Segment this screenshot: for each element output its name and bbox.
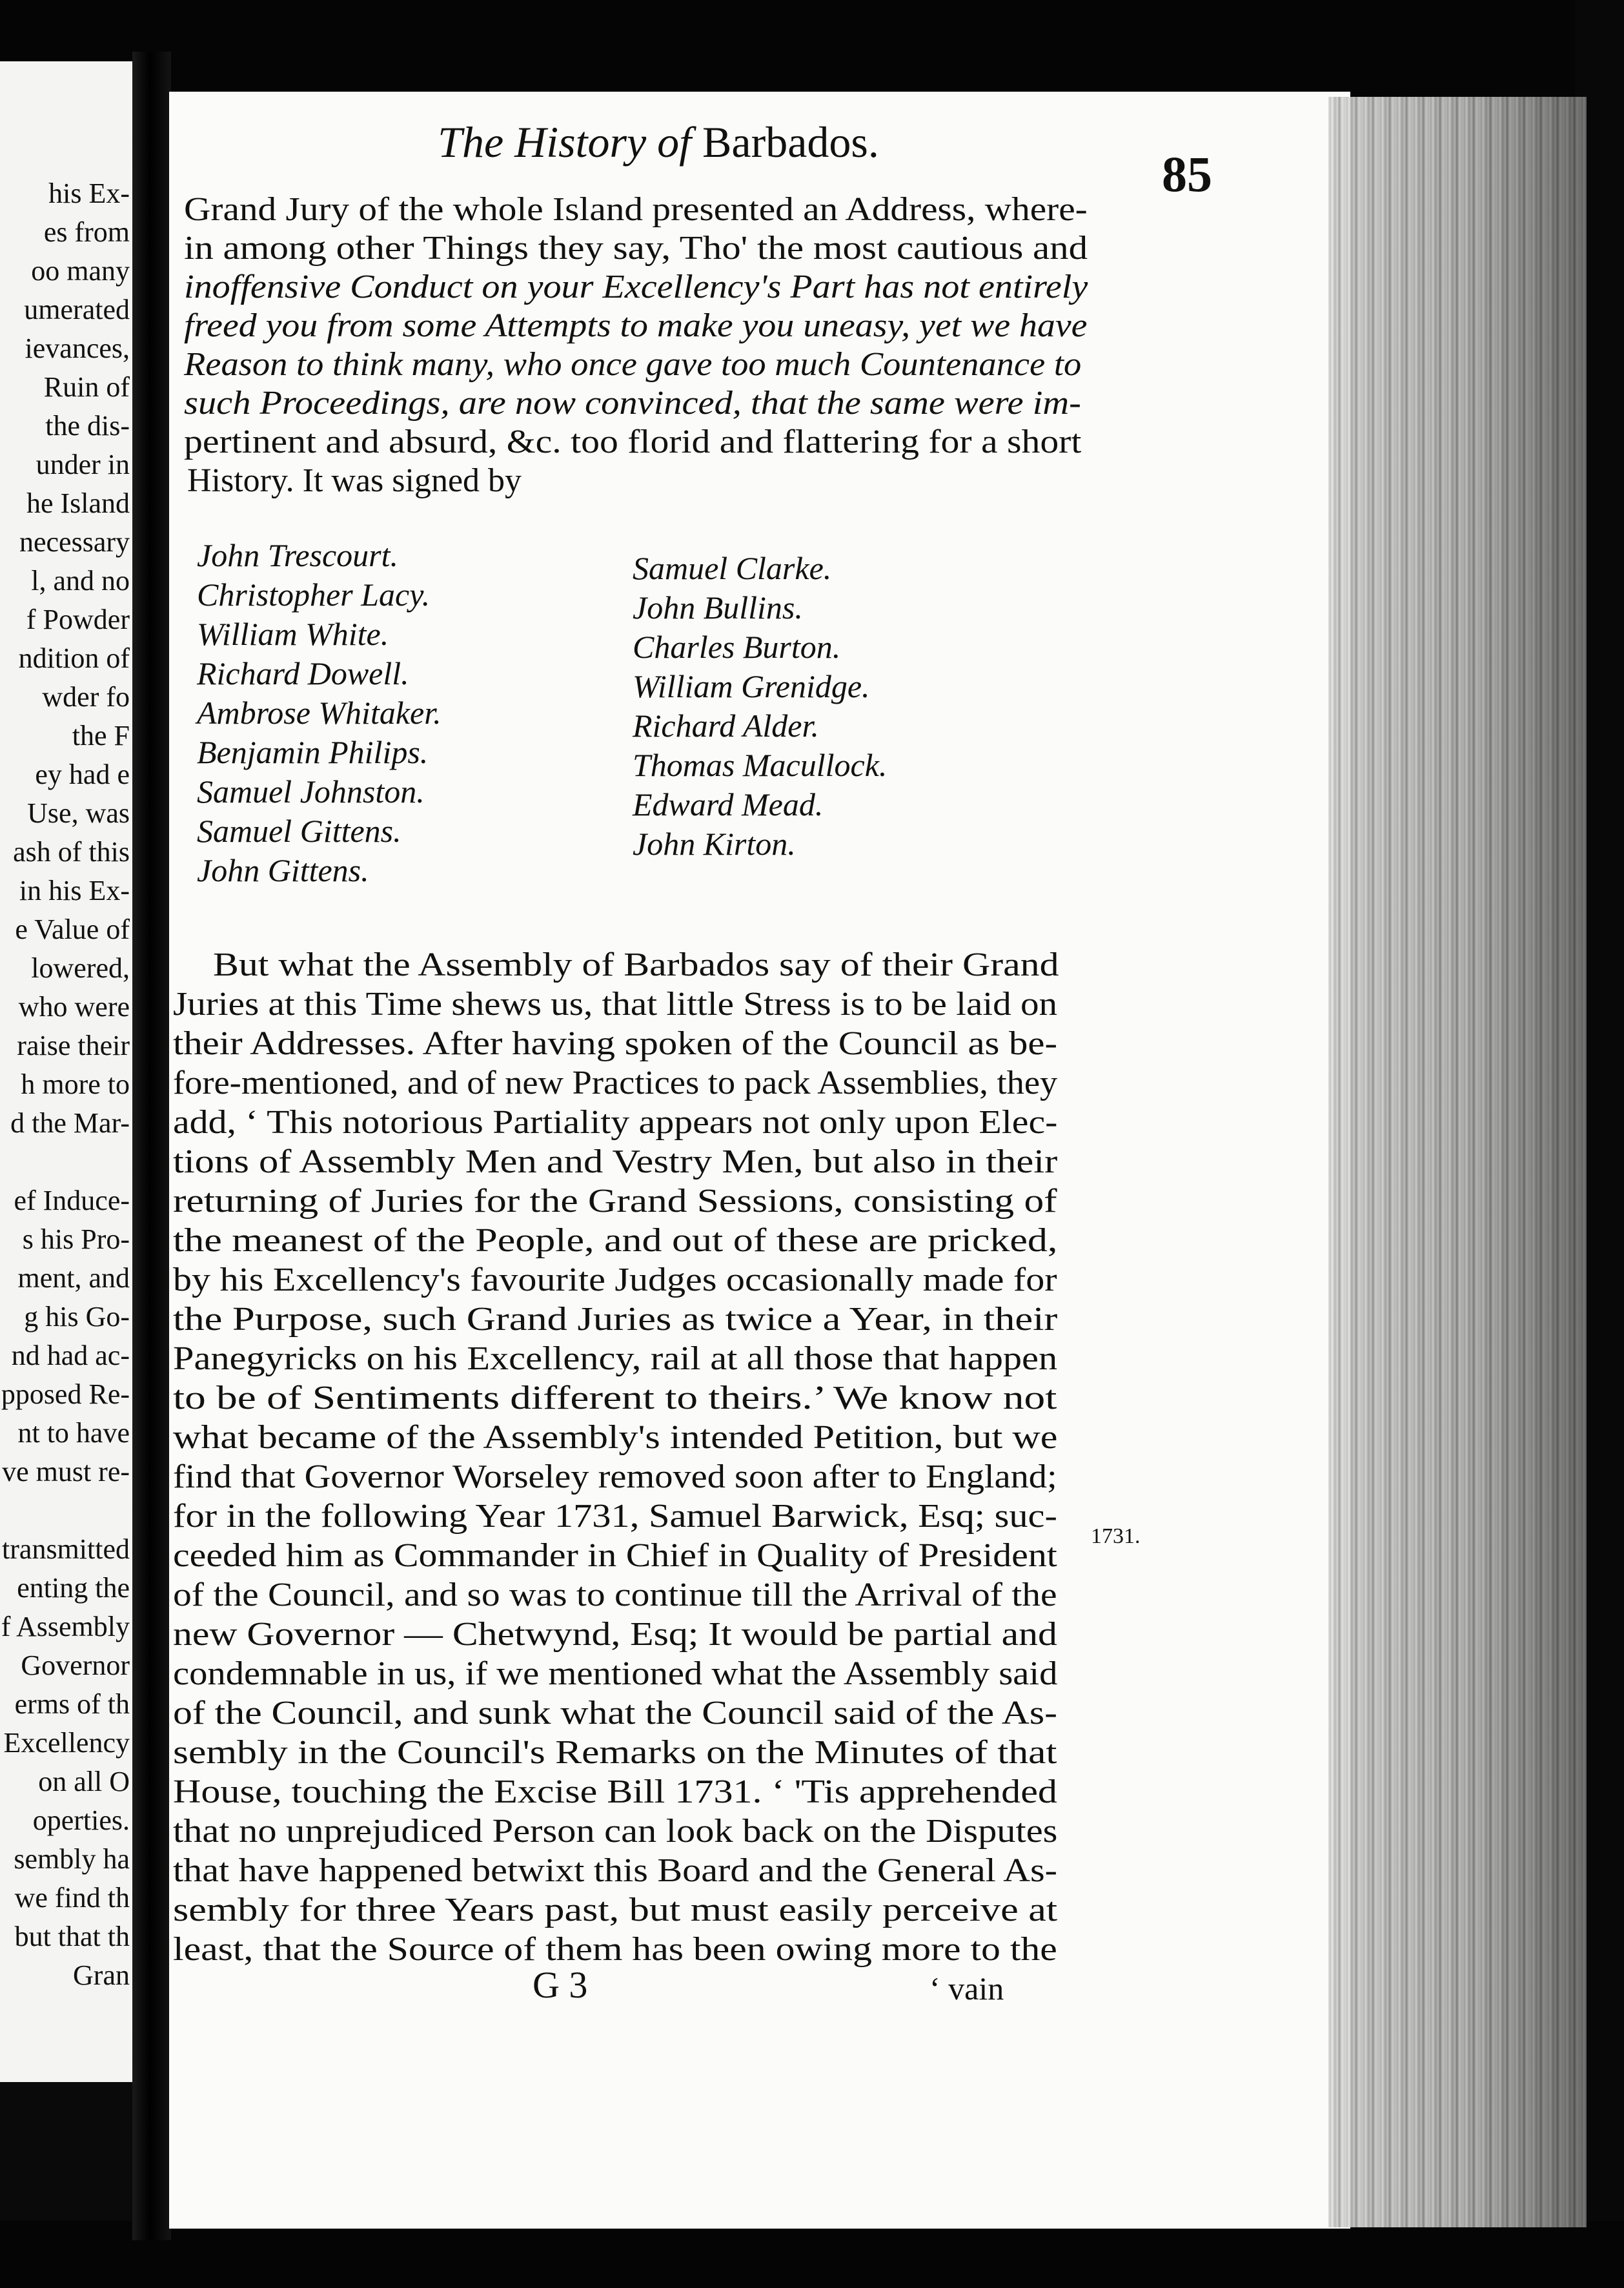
facing-page-line: pposed Re- (1, 1378, 130, 1410)
facing-page-line: in his Ex- (19, 875, 130, 906)
facing-page-line: enting the (17, 1572, 130, 1604)
facing-page-line (0, 1143, 130, 1181)
facing-page-fragment (0, 61, 132, 2082)
signatory-name: William Grenidge. (633, 668, 870, 704)
facing-page-line: nd had ac- (11, 1340, 130, 1371)
signatory-name: John Trescourt. (197, 537, 399, 573)
running-head (400, 116, 917, 168)
text-line: by his Excellency's favourite Judges occasionally made for (173, 1261, 1057, 1298)
facing-page-line: ef Induce- (14, 1185, 130, 1216)
text-line: But what the Assembly of Barbados say of their Grand (213, 946, 1059, 983)
text-line: Grand Jury of the whole Island presented an Address, where- (184, 191, 1088, 228)
text-line: returning of Juries for the Grand Sessions, consisting of (173, 1183, 1057, 1220)
text-line: of the Council, and so was to continue till the Arrival of the (173, 1577, 1057, 1613)
text-line: add, ‘ This notorious Partiality appears not only upon Elec- (173, 1104, 1058, 1141)
signatory-name: Charles Burton. (633, 629, 841, 665)
text-line: ceeded him as Commander in Chief in Quality of President (173, 1537, 1057, 1574)
facing-page-line: ievances, (25, 332, 130, 364)
signatory-name: Edward Mead. (633, 786, 824, 822)
signatory-name: Ambrose Whitaker. (197, 695, 442, 731)
text-line: fore-mentioned, and of new Practices to pack Assemblies, they (173, 1065, 1058, 1101)
facing-page-line: erms of th (14, 1688, 130, 1720)
facing-page-line: f Powder (26, 604, 130, 635)
facing-page-text (0, 174, 130, 1995)
facing-page-line: f Assembly (1, 1611, 130, 1642)
text-line: History. It was signed by (187, 462, 522, 499)
facing-page-line: g his Go- (24, 1301, 130, 1333)
facing-page-line: lowered, (31, 952, 130, 984)
facing-page-line: his Ex- (48, 178, 130, 209)
page-number: 85 (1162, 146, 1212, 202)
facing-page-line: ey had e (35, 759, 130, 790)
facing-page-line: Ruin of (43, 371, 130, 403)
signatory-name: Richard Dowell. (197, 655, 409, 691)
text-line: sembly in the Council's Remarks on the Minutes of that (173, 1734, 1057, 1771)
facing-page-line: Governor (21, 1650, 130, 1681)
facing-page-line: l, and no (31, 565, 130, 597)
facing-page-line: ment, and (17, 1262, 130, 1294)
facing-page-line (0, 1491, 130, 1530)
facing-page-line: h more to (21, 1068, 130, 1100)
facing-page-line: under in (36, 449, 130, 480)
signatory-name: Christopher Lacy. (197, 577, 431, 613)
signatory-name: John Gittens. (197, 852, 369, 888)
text-line: Panegyricks on his Excellency, rail at all those that happen (173, 1340, 1058, 1377)
text-line: new Governor — Chetwynd, Esq; It would be partial and (173, 1616, 1057, 1653)
text-line: pertinent and absurd, &c. too florid and flattering for a short (184, 424, 1082, 460)
facing-page-line: operties. (32, 1804, 130, 1836)
text-line: Reason to think many, who once gave too much Countenance to (184, 346, 1082, 383)
facing-page-line: ash of this (13, 836, 130, 868)
signatory-name: John Kirton. (633, 826, 796, 862)
facing-page-line: we find th (14, 1882, 130, 1914)
facing-page-line: es from (43, 216, 130, 248)
facing-page-line: transmitted (2, 1533, 130, 1565)
signatory-name: Samuel Johnston. (197, 773, 425, 810)
text-line: what became of the Assembly's intended Petition, but we (173, 1419, 1058, 1456)
text-line: find that Governor Worseley removed soon after to England; (173, 1458, 1057, 1495)
text-line: such Proceedings, are now convinced, that the same were im- (184, 385, 1081, 422)
facing-page-line: Use, was (27, 797, 130, 829)
text-line: freed you from some Attempts to make you uneasy, yet we have (184, 307, 1088, 344)
text-line: sembly for three Years past, but must easily perceive at (173, 1892, 1058, 1928)
running-head-italic: The History of (438, 117, 692, 167)
signatory-name: Richard Alder. (633, 708, 819, 744)
text-line: of the Council, and sunk what the Council said of the As- (173, 1695, 1057, 1731)
catchword: ‘ vain (929, 1970, 1004, 2007)
facing-page-line: on all O (38, 1766, 130, 1797)
facing-page-line: but that th (14, 1921, 130, 1952)
text-line: that no unprejudiced Person can look back on the Disputes (173, 1813, 1058, 1850)
facing-page-line: sembly ha (14, 1843, 130, 1875)
signatory-name: Samuel Clarke. (633, 550, 832, 586)
text-line: Juries at this Time shews us, that little Stress is to be laid on (173, 986, 1058, 1023)
facing-page-line: who were (18, 991, 130, 1023)
facing-page-line: Excellency (3, 1727, 130, 1759)
text-line: House, touching the Excise Bill 1731. ‘ 'Tis apprehended (173, 1773, 1057, 1810)
text-line: that have happened betwixt this Board and the General As- (173, 1852, 1058, 1889)
text-line: for in the following Year 1731, Samuel Barwick, Esq; suc- (173, 1498, 1057, 1535)
text-line: their Addresses. After having spoken of the Council as be- (173, 1025, 1058, 1062)
facing-page-line: d the Mar- (10, 1107, 130, 1139)
facing-page-line: Gran (73, 1959, 130, 1991)
book-gutter (132, 52, 171, 2240)
facing-page-line: nt to have (17, 1417, 130, 1449)
running-head-roman: Barbados. (702, 117, 879, 167)
facing-page-line: oo many (31, 255, 130, 287)
facing-page-line: s his Pro- (22, 1223, 130, 1255)
facing-page-line: he Island (26, 487, 130, 519)
facing-page-line: umerated (24, 294, 130, 325)
text-line: in among other Things they say, Tho' the most cautious and (184, 230, 1088, 267)
text-line: to be of Sentiments different to theirs.’ We know not (173, 1380, 1057, 1416)
signatory-name: John Bullins. (633, 589, 803, 626)
page-fore-edge-shadow (1328, 97, 1587, 2227)
text-line: least, that the Source of them has been owing more to the (173, 1931, 1057, 1968)
facing-page-line: ve must re- (2, 1456, 130, 1487)
text-line: tions of Assembly Men and Vestry Men, but also in their (173, 1143, 1058, 1180)
signatory-name: Benjamin Philips. (197, 734, 429, 770)
facing-page-line: wder fo (42, 681, 130, 713)
printer-signature-mark: G 3 (533, 1964, 588, 2006)
facing-page-line: the dis- (45, 410, 130, 442)
facing-page-line: raise their (17, 1030, 130, 1061)
text-line: the meanest of the People, and out of these are pricked, (173, 1222, 1058, 1259)
signatory-name: Thomas Macullock. (633, 747, 888, 783)
text-line: condemnable in us, if we mentioned what the Assembly said (173, 1655, 1058, 1692)
margin-note-year: 1731. (1091, 1524, 1141, 1548)
facing-page-line: ndition of (18, 642, 130, 674)
facing-page-line: the F (72, 720, 130, 751)
facing-page-line: e Value of (15, 914, 130, 945)
scan-background-bottom (0, 2221, 1624, 2288)
signatory-name: William White. (197, 616, 389, 652)
facing-page-line: necessary (19, 526, 130, 558)
scan-background-top (0, 0, 1624, 97)
text-line: inoffensive Conduct on your Excellency's Part has not entirely (184, 269, 1088, 305)
signatory-name: Samuel Gittens. (197, 813, 401, 849)
text-line: the Purpose, such Grand Juries as twice a Year, in their (173, 1301, 1058, 1338)
